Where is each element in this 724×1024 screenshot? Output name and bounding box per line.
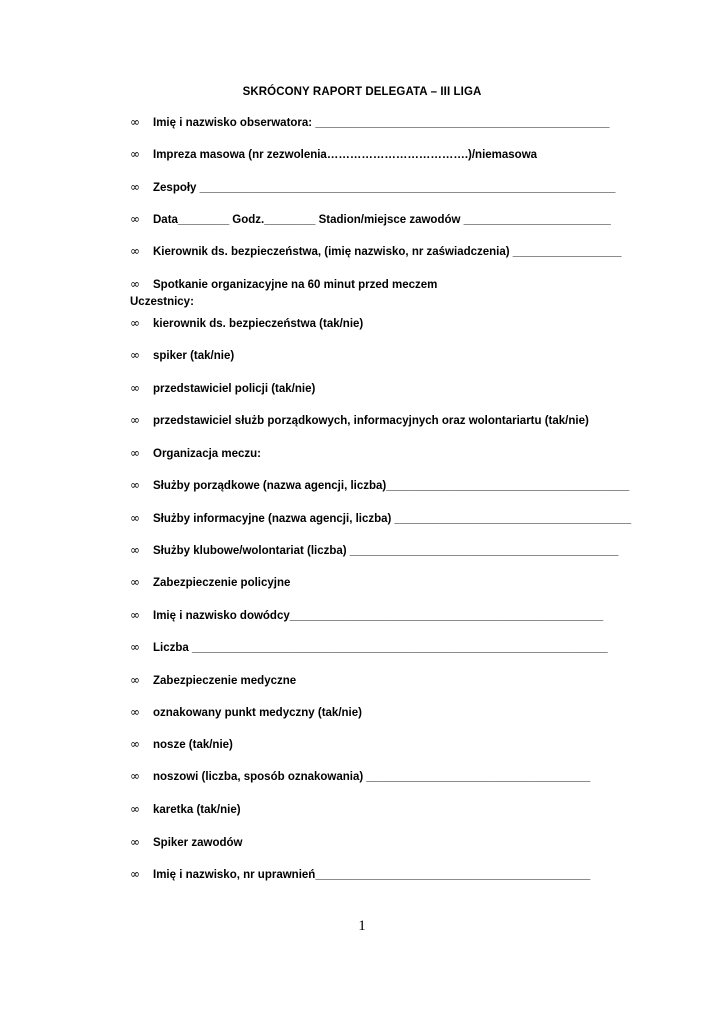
observer-name-line (130, 114, 610, 130)
infinity-bullet-icon: ∞ (130, 640, 140, 654)
infinity-bullet-icon: ∞ (130, 244, 140, 258)
list-item-label: Zabezpieczenie policyjne (153, 577, 291, 589)
list-item (130, 639, 608, 655)
infinity-bullet-icon: ∞ (130, 608, 140, 622)
date-time-venue-label: Data________ Godz.________ Stadion/miejsce zawodów _______________________ (153, 214, 611, 226)
infinity-bullet-icon: ∞ (130, 413, 140, 427)
list-item-label: Służby klubowe/wolontariat (liczba) __________________________________________ (153, 545, 619, 557)
list-item-label: kierownik ds. bezpieczeństwa (tak/nie) (153, 318, 364, 330)
infinity-bullet-icon: ∞ (130, 212, 140, 226)
document-title: SKRÓCONY RAPORT DELEGATA – III LIGA (242, 86, 482, 98)
list-item (130, 347, 234, 363)
list-item-label: oznakowany punkt medyczny (tak/nie) (153, 707, 362, 719)
list-item-label: karetka (tak/nie) (153, 804, 241, 816)
infinity-bullet-icon: ∞ (130, 769, 140, 783)
list-item (130, 412, 589, 428)
infinity-bullet-icon: ∞ (130, 835, 140, 849)
infinity-bullet-icon: ∞ (130, 446, 140, 460)
infinity-bullet-icon: ∞ (130, 867, 140, 881)
infinity-bullet-icon: ∞ (130, 316, 140, 330)
infinity-bullet-icon: ∞ (130, 277, 140, 291)
infinity-bullet-icon: ∞ (130, 802, 140, 816)
list-item (130, 477, 629, 493)
list-item-label: Organizacja meczu: (153, 448, 262, 460)
infinity-bullet-icon: ∞ (130, 575, 140, 589)
mass-event-label: Impreza masowa (nr zezwolenia……………………………….)/niemasowa (153, 149, 538, 161)
list-item (130, 510, 631, 526)
list-item (130, 866, 590, 882)
infinity-bullet-icon: ∞ (130, 478, 140, 492)
observer-name-label: Imię i nazwisko obserwatora: ______________________________________________ (153, 117, 610, 129)
list-item (130, 736, 233, 752)
infinity-bullet-icon: ∞ (130, 381, 140, 395)
list-item-label: Zabezpieczenie medyczne (153, 675, 297, 687)
page-number: 1 (358, 918, 366, 934)
teams-label: Zespoły _________________________________________________________________ (153, 182, 616, 194)
list-item-label: nosze (tak/nie) (153, 739, 233, 751)
date-time-venue-line (130, 211, 611, 227)
list-item (130, 768, 590, 784)
list-item-label: przedstawiciel służb porządkowych, informacyjnych oraz wolontariartu (tak/nie) (153, 415, 589, 427)
list-item (130, 834, 242, 850)
list-item (130, 672, 296, 688)
list-item-label: noszowi (liczba, sposób oznakowania) ___________________________________ (153, 771, 591, 783)
infinity-bullet-icon: ∞ (130, 115, 140, 129)
list-item-label: spiker (tak/nie) (153, 350, 235, 362)
list-item-label: przedstawiciel policji (tak/nie) (153, 383, 316, 395)
list-item (130, 574, 290, 590)
infinity-bullet-icon: ∞ (130, 737, 140, 751)
list-item (130, 380, 315, 396)
list-item-label: Liczba _________________________________________________________________ (153, 642, 608, 654)
list-item-label: Służby informacyjne (nazwa agencji, liczba) _____________________________________ (153, 513, 632, 525)
list-item (130, 542, 618, 558)
list-item-label: Imię i nazwisko, nr uprawnień___________________________________________ (153, 869, 591, 881)
list-item (130, 801, 241, 817)
safety-manager-line (130, 243, 622, 259)
organizational-meeting-label: Spotkanie organizacyjne na 60 minut przed meczem (153, 279, 438, 291)
infinity-bullet-icon: ∞ (130, 348, 140, 362)
list-item (130, 704, 362, 720)
infinity-bullet-icon: ∞ (130, 673, 140, 687)
list-item (130, 315, 363, 331)
infinity-bullet-icon: ∞ (130, 180, 140, 194)
organizational-meeting-line (130, 276, 437, 292)
list-item-label: Spiker zawodów (153, 837, 243, 849)
list-item-label: Służby porządkowe (nazwa agencji, liczba)______________________________________ (153, 480, 630, 492)
mass-event-line (130, 146, 537, 162)
list-item (130, 607, 603, 623)
infinity-bullet-icon: ∞ (130, 543, 140, 557)
infinity-bullet-icon: ∞ (130, 147, 140, 161)
list-item (130, 445, 261, 461)
list-item-label: Imię i nazwisko dowódcy_________________________________________________ (153, 610, 604, 622)
infinity-bullet-icon: ∞ (130, 511, 140, 525)
participants-heading: Uczestnicy: (130, 296, 194, 308)
infinity-bullet-icon: ∞ (130, 705, 140, 719)
teams-line (130, 179, 615, 195)
safety-manager-label: Kierownik ds. bezpieczeństwa, (imię nazwisko, nr zaświadczenia) _________________ (153, 246, 622, 258)
